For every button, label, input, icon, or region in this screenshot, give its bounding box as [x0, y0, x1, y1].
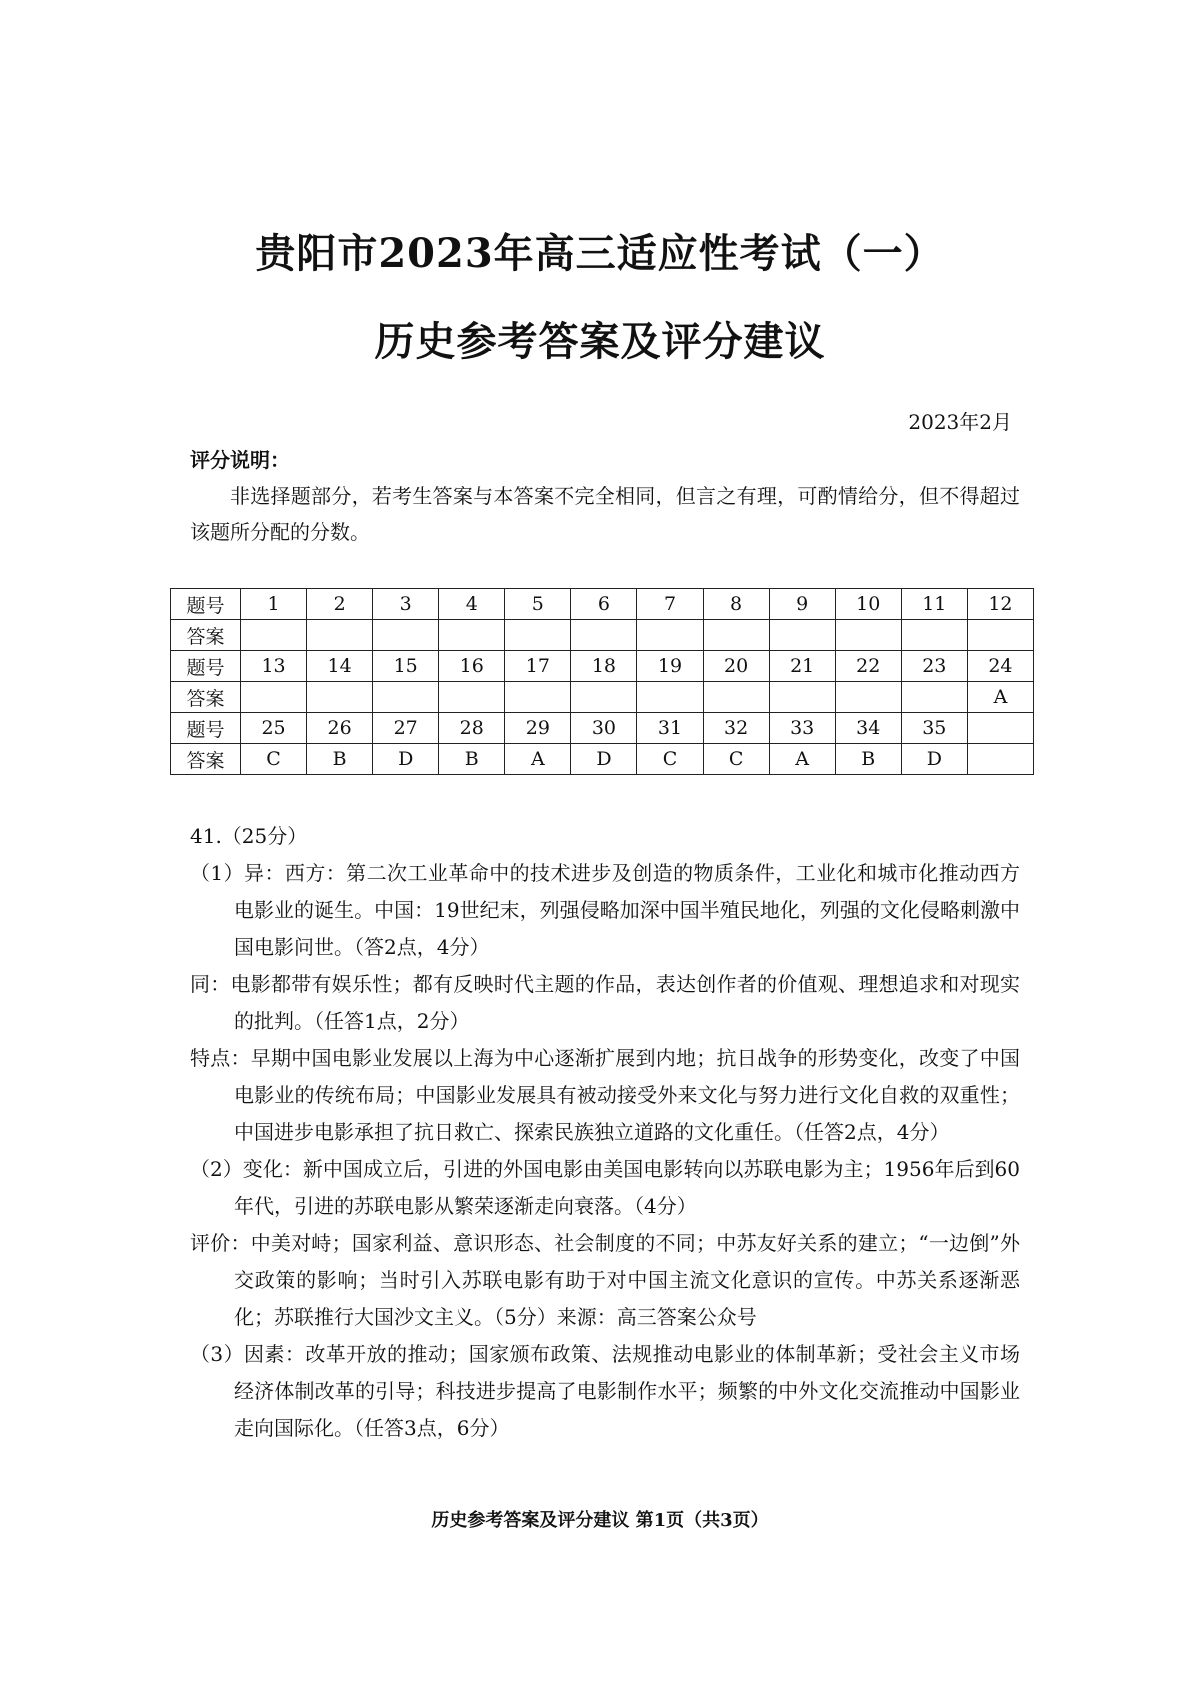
table-cell — [571, 682, 637, 713]
question-41-section — [190, 818, 1020, 1447]
table-cell — [703, 620, 769, 651]
answer-paragraph: 评价：中美对峙；国家利益、意识形态、社会制度的不同；中苏友好关系的建立；“一边倒”外交政策的影响；当时引入苏联电影有助于对中国主流文化意识的宣传。中苏关系逐渐恶化；苏联推行大国沙文主义。（5分）来源：高三答案公众号 — [190, 1231, 1020, 1329]
table-cell: 3 — [373, 589, 439, 620]
table-cell: 29 — [505, 713, 571, 744]
table-cell — [769, 682, 835, 713]
table-cell: 23 — [901, 651, 967, 682]
table-cell: D — [571, 744, 637, 775]
table-cell: 33 — [769, 713, 835, 744]
table-cell: 16 — [439, 651, 505, 682]
table-row — [171, 589, 1034, 620]
table-cell — [703, 682, 769, 713]
row-label-cell: 答案 — [171, 682, 241, 713]
table-cell: 34 — [835, 713, 901, 744]
answer-paragraph: （3）因素：改革开放的推动；国家颁布政策、法规推动电影业的体制革新；受社会主义市场经济体制改革的引导；科技进步提高了电影制作水平；频繁的中外文化交流推动中国影业走向国际化。（任答3点，6分） — [190, 1342, 1020, 1440]
table-cell — [637, 682, 703, 713]
table-cell: B — [439, 744, 505, 775]
table-cell: B — [835, 744, 901, 775]
row-label-cell: 题号 — [171, 589, 241, 620]
table-cell — [571, 620, 637, 651]
question-41-heading: 41.（25分） — [190, 824, 308, 848]
table-cell: 27 — [373, 713, 439, 744]
table-cell: 26 — [307, 713, 373, 744]
table-cell: 17 — [505, 651, 571, 682]
table-cell — [439, 682, 505, 713]
answer-table — [170, 588, 1034, 775]
table-cell: 15 — [373, 651, 439, 682]
table-cell — [637, 620, 703, 651]
table-cell: 19 — [637, 651, 703, 682]
table-cell: 18 — [571, 651, 637, 682]
table-cell — [307, 682, 373, 713]
scoring-notes-body: 非选择题部分，若考生答案与本答案不完全相同，但言之有理，可酌情给分，但不得超过该题所分配的分数。 — [190, 484, 1020, 544]
answer-paragraph: 特点：早期中国电影业发展以上海为中心逐渐扩展到内地；抗日战争的形势变化，改变了中国电影业的传统布局；中国影业发展具有被动接受外来文化与努力进行文化自救的双重性；中国进步电影承担了抗日救亡、探索民族独立道路的文化重任。（任答2点，4分） — [190, 1046, 1020, 1144]
table-cell: 30 — [571, 713, 637, 744]
table-cell: D — [901, 744, 967, 775]
table-cell: 2 — [307, 589, 373, 620]
table-cell: 5 — [505, 589, 571, 620]
table-cell: 9 — [769, 589, 835, 620]
table-cell: 10 — [835, 589, 901, 620]
table-cell: A — [505, 744, 571, 775]
table-cell: 1 — [241, 589, 307, 620]
answer-paragraph: （1）异：西方：第二次工业革命中的技术进步及创造的物质条件，工业化和城市化推动西方电影业的诞生。中国：19世纪末，列强侵略加深中国半殖民地化，列强的文化侵略刺激中国电影问世。（答2点，4分） — [190, 861, 1020, 959]
table-cell: 13 — [241, 651, 307, 682]
table-cell: B — [307, 744, 373, 775]
table-cell: 31 — [637, 713, 703, 744]
table-cell: 11 — [901, 589, 967, 620]
table-cell: D — [373, 744, 439, 775]
table-cell: 20 — [703, 651, 769, 682]
table-cell: C — [703, 744, 769, 775]
table-cell: 22 — [835, 651, 901, 682]
answer-paragraph: 同：电影都带有娱乐性；都有反映时代主题的作品，表达创作者的价值观、理想追求和对现实的批判。（任答1点，2分） — [190, 972, 1020, 1033]
table-row — [171, 713, 1034, 744]
table-cell — [373, 682, 439, 713]
page-footer: 历史参考答案及评分建议 第1页（共3页） — [431, 1510, 769, 1531]
table-cell: 7 — [637, 589, 703, 620]
table-row — [171, 651, 1034, 682]
table-cell: 14 — [307, 651, 373, 682]
table-cell: 4 — [439, 589, 505, 620]
table-cell: 8 — [703, 589, 769, 620]
table-cell — [835, 620, 901, 651]
table-cell: 25 — [241, 713, 307, 744]
table-cell — [241, 620, 307, 651]
table-cell: 21 — [769, 651, 835, 682]
row-label-cell: 答案 — [171, 620, 241, 651]
table-cell — [241, 682, 307, 713]
table-cell — [505, 620, 571, 651]
answer-paragraph: （2）变化：新中国成立后，引进的外国电影由美国电影转向以苏联电影为主；1956年后到60年代，引进的苏联电影从繁荣逐渐走向衰落。（4分） — [190, 1157, 1020, 1218]
table-row — [171, 620, 1034, 651]
table-cell — [439, 620, 505, 651]
table-cell: 32 — [703, 713, 769, 744]
table-cell: A — [967, 682, 1033, 713]
table-row — [171, 744, 1034, 775]
table-cell: 28 — [439, 713, 505, 744]
table-cell: 12 — [967, 589, 1033, 620]
row-label-cell: 答案 — [171, 744, 241, 775]
table-cell: A — [769, 744, 835, 775]
table-cell — [307, 620, 373, 651]
table-cell: C — [637, 744, 703, 775]
table-cell — [967, 620, 1033, 651]
document-date: 2023年2月 — [908, 410, 1012, 434]
row-label-cell: 题号 — [171, 651, 241, 682]
table-row — [171, 682, 1034, 713]
table-cell — [373, 620, 439, 651]
table-cell: 35 — [901, 713, 967, 744]
table-cell — [769, 620, 835, 651]
table-cell — [967, 713, 1033, 744]
row-label-cell: 题号 — [171, 713, 241, 744]
document-title: 贵阳市2023年高三适应性考试（一） — [255, 230, 945, 277]
scoring-notes-heading: 评分说明： — [190, 448, 290, 472]
table-cell: C — [241, 744, 307, 775]
table-cell — [901, 620, 967, 651]
table-cell: 24 — [967, 651, 1033, 682]
table-cell — [505, 682, 571, 713]
table-cell — [967, 744, 1033, 775]
table-cell: 6 — [571, 589, 637, 620]
document-subtitle: 历史参考答案及评分建议 — [374, 318, 826, 365]
table-cell — [835, 682, 901, 713]
table-cell — [901, 682, 967, 713]
